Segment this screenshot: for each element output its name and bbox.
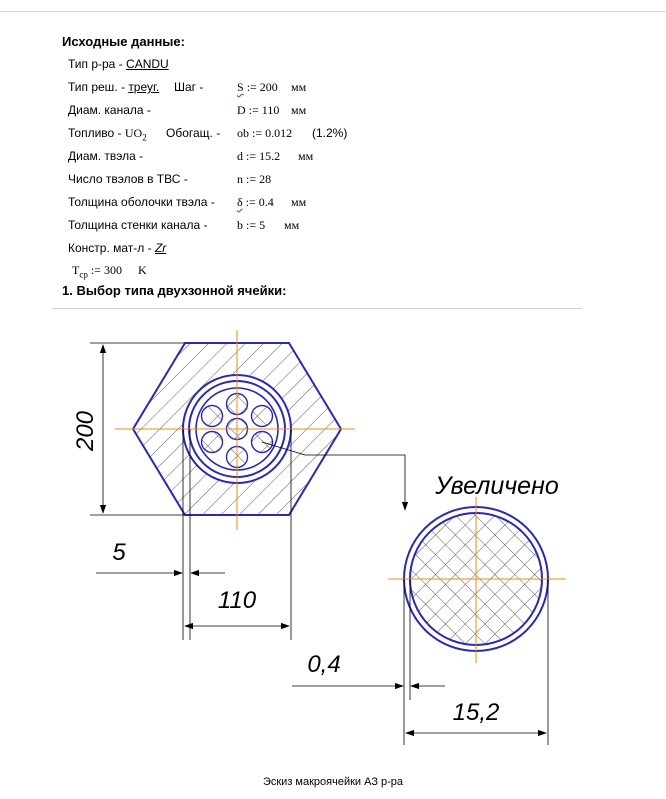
reactor-type-label: Тип р-ра - (68, 57, 127, 71)
enrich-percent: (1.2%) (312, 126, 348, 140)
clad-assign: := (242, 195, 259, 209)
dim-wall-label: 5 (112, 539, 126, 566)
dim-rod-label: 15,2 (452, 699, 500, 726)
rod-diam-symbol: d (237, 149, 243, 163)
figure-caption: Эскиз макроячейки АЗ р-ра (262, 776, 404, 788)
clad-value: 0.4 (258, 195, 274, 209)
dim-pitch-label: 200 (72, 410, 99, 452)
dim-channel-label: 110 (217, 587, 257, 614)
step-label: Шаг - (174, 80, 204, 94)
section-header: Исходные данные: (62, 34, 185, 49)
channel-diam-unit: мм (291, 103, 307, 117)
channel-diam-assign: := (245, 103, 262, 117)
step-assign: := (243, 80, 260, 94)
temp-unit: K (138, 263, 147, 277)
fuel-rod (202, 432, 223, 453)
rod-count-label: Число твэлов в ТВС - (68, 172, 188, 186)
dim-clad-label: 0,4 (307, 651, 341, 678)
temp-sub: cp (79, 269, 88, 280)
fuel-sub: 2 (142, 132, 147, 143)
rod-diam-unit: мм (298, 149, 314, 163)
temp-value: 300 (103, 263, 122, 277)
fuel-label: Топливо - (68, 126, 125, 140)
wall-unit: мм (284, 218, 300, 232)
fuel-base: UO (124, 126, 143, 140)
rod-diam-assign: := (243, 149, 260, 163)
enrich-symbol: ob (237, 126, 249, 140)
step-symbol: S (237, 80, 244, 94)
step-value: 200 (259, 80, 278, 94)
rod-diam-value: 15.2 (259, 149, 281, 163)
step-unit: мм (291, 80, 307, 94)
enrich-assign: := (249, 126, 266, 140)
fuel-rod (252, 406, 273, 427)
wall-symbol: b (237, 218, 243, 232)
rod-diam-label: Диам. твэла - (68, 149, 144, 163)
wall-assign: := (243, 218, 260, 232)
section-1-heading: 1. Выбор типа двухзонной ячейки: (62, 283, 287, 298)
clad-symbol: δ (237, 195, 243, 209)
material-value: Zr (154, 241, 167, 255)
channel-diam-symbol: D (237, 103, 246, 117)
fuel-rod (202, 406, 223, 427)
clad-label: Толщина оболочки твэла - (68, 195, 215, 209)
material-label: Констр. мат-л - (68, 241, 155, 255)
wall-label: Толщина стенки канала - (68, 218, 208, 232)
channel-diam-value: 110 (261, 103, 280, 117)
temp-symbol: T (72, 263, 80, 277)
reactor-type-value: CANDU (126, 57, 169, 71)
clad-unit: мм (291, 195, 307, 209)
channel-diam-label: Диам. канала - (68, 103, 151, 117)
rod-count-symbol: n (237, 172, 243, 186)
enrich-value: 0.012 (265, 126, 293, 140)
enrich-label: Обогащ. - (166, 126, 221, 140)
rod-count-value: 28 (259, 172, 272, 186)
temp-assign: := (87, 263, 104, 277)
lattice-type-value: треуг. (128, 80, 160, 94)
wall-value: 5 (259, 218, 266, 232)
enlarged-label: Увеличено (435, 472, 559, 500)
lattice-label: Тип реш. - (68, 80, 129, 94)
rod-count-assign: := (243, 172, 260, 186)
